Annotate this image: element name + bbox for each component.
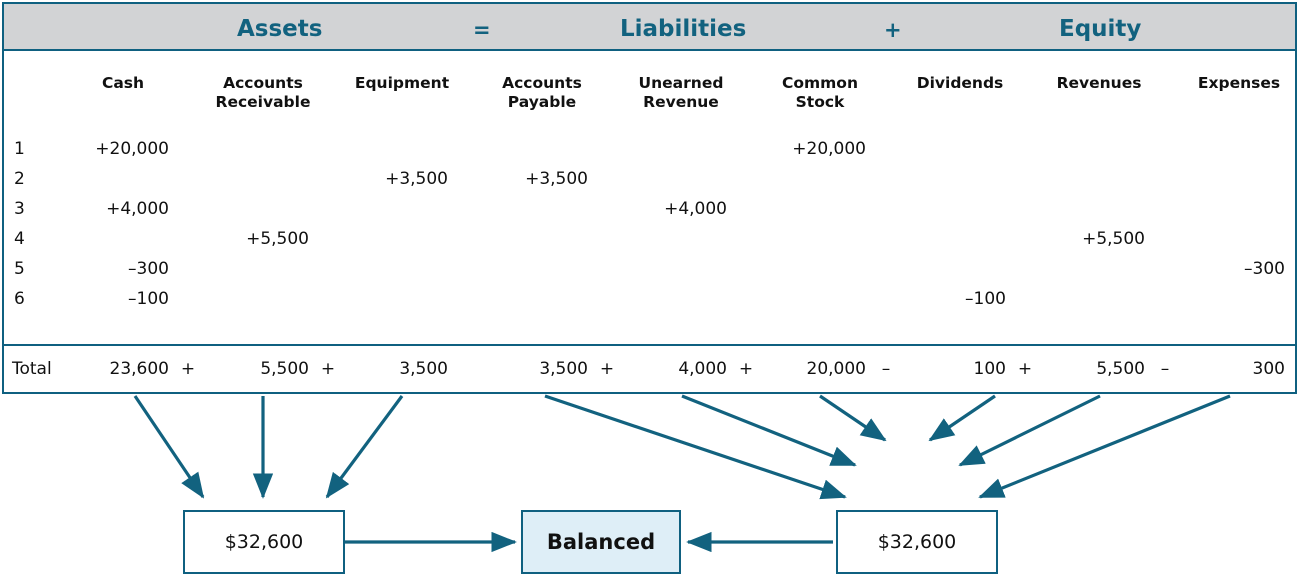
total-operator-5: –: [881, 359, 891, 379]
equals-sign: =: [473, 18, 491, 42]
cell-accounts-payable: +3,500: [525, 169, 588, 189]
assets-header: Assets: [237, 16, 323, 42]
balanced-box: [521, 510, 681, 574]
arrow-unearned-to-claims-total: [682, 396, 855, 465]
total-cash: 23,600: [109, 359, 169, 379]
row-number: 4: [14, 229, 25, 249]
equation-band: [2, 2, 1297, 51]
assets-total-value: $32,600: [224, 531, 304, 553]
total-separator: [2, 344, 1297, 346]
cell-accounts-receivable: +5,500: [246, 229, 309, 249]
total-accounts-payable: 3,500: [539, 359, 588, 379]
cell-equipment: +3,500: [385, 169, 448, 189]
liabilities-header: Liabilities: [620, 16, 747, 42]
column-header-unearned-revenue-line1: Unearned: [638, 74, 724, 92]
cell-cash: –100: [128, 289, 169, 309]
total-operator-4: +: [738, 359, 754, 379]
cell-cash: +20,000: [95, 139, 169, 159]
total-revenues: 5,500: [1096, 359, 1145, 379]
balanced-label: Balanced: [546, 530, 656, 554]
claims-total-value: $32,600: [877, 531, 957, 553]
column-header-common-stock-line1: Common: [781, 74, 858, 92]
column-header-common-stock-line2: Stock: [795, 93, 845, 111]
arrow-ap-to-claims-total: [545, 396, 845, 497]
row-number: 6: [14, 289, 25, 309]
claims-total-box: [836, 510, 998, 574]
column-header-accounts-receivable-line2: Receivable: [215, 93, 311, 111]
total-operator-3: +: [599, 359, 615, 379]
column-header-accounts-receivable-line1: Accounts: [223, 74, 303, 92]
equity-header: Equity: [1059, 16, 1142, 42]
cell-common-stock: +20,000: [792, 139, 866, 159]
column-header-expenses: Expenses: [1197, 74, 1281, 92]
total-operator-6: +: [1017, 359, 1033, 379]
arrow-revenues-to-claims-total: [960, 396, 1100, 465]
total-equipment: 3,500: [399, 359, 448, 379]
cell-dividends: –100: [965, 289, 1006, 309]
total-label: Total: [12, 359, 52, 379]
cell-cash: –300: [128, 259, 169, 279]
column-header-revenues: Revenues: [1056, 74, 1142, 92]
column-header-equipment: Equipment: [354, 74, 450, 92]
column-header-dividends: Dividends: [916, 74, 1004, 92]
arrow-cash-to-assets-total: [135, 396, 203, 497]
total-operator-7: –: [1160, 359, 1170, 379]
column-header-cash: Cash: [101, 74, 145, 92]
assets-total-box: [183, 510, 345, 574]
row-number: 2: [14, 169, 25, 189]
total-common-stock: 20,000: [806, 359, 866, 379]
arrow-common-stock-to-claims-total: [820, 396, 885, 440]
cell-unearned-revenue: +4,000: [664, 199, 727, 219]
cell-cash: +4,000: [106, 199, 169, 219]
total-accounts-receivable: 5,500: [260, 359, 309, 379]
row-number: 3: [14, 199, 25, 219]
column-header-accounts-payable-line1: Accounts: [502, 74, 582, 92]
arrow-equipment-to-assets-total: [327, 396, 402, 497]
total-unearned-revenue: 4,000: [678, 359, 727, 379]
column-header-unearned-revenue-line2: Revenue: [643, 93, 719, 111]
total-dividends: 100: [973, 359, 1006, 379]
total-operator-1: +: [180, 359, 196, 379]
arrow-expenses-to-claims-total: [980, 396, 1230, 497]
total-operator-2: +: [320, 359, 336, 379]
plus-sign: +: [884, 18, 902, 42]
cell-revenues: +5,500: [1082, 229, 1145, 249]
total-expenses: 300: [1252, 359, 1285, 379]
arrow-dividends-to-claims-total: [930, 396, 995, 440]
row-number: 5: [14, 259, 25, 279]
row-number: 1: [14, 139, 25, 159]
cell-expenses: –300: [1244, 259, 1285, 279]
column-header-accounts-payable-line2: Payable: [507, 93, 577, 111]
